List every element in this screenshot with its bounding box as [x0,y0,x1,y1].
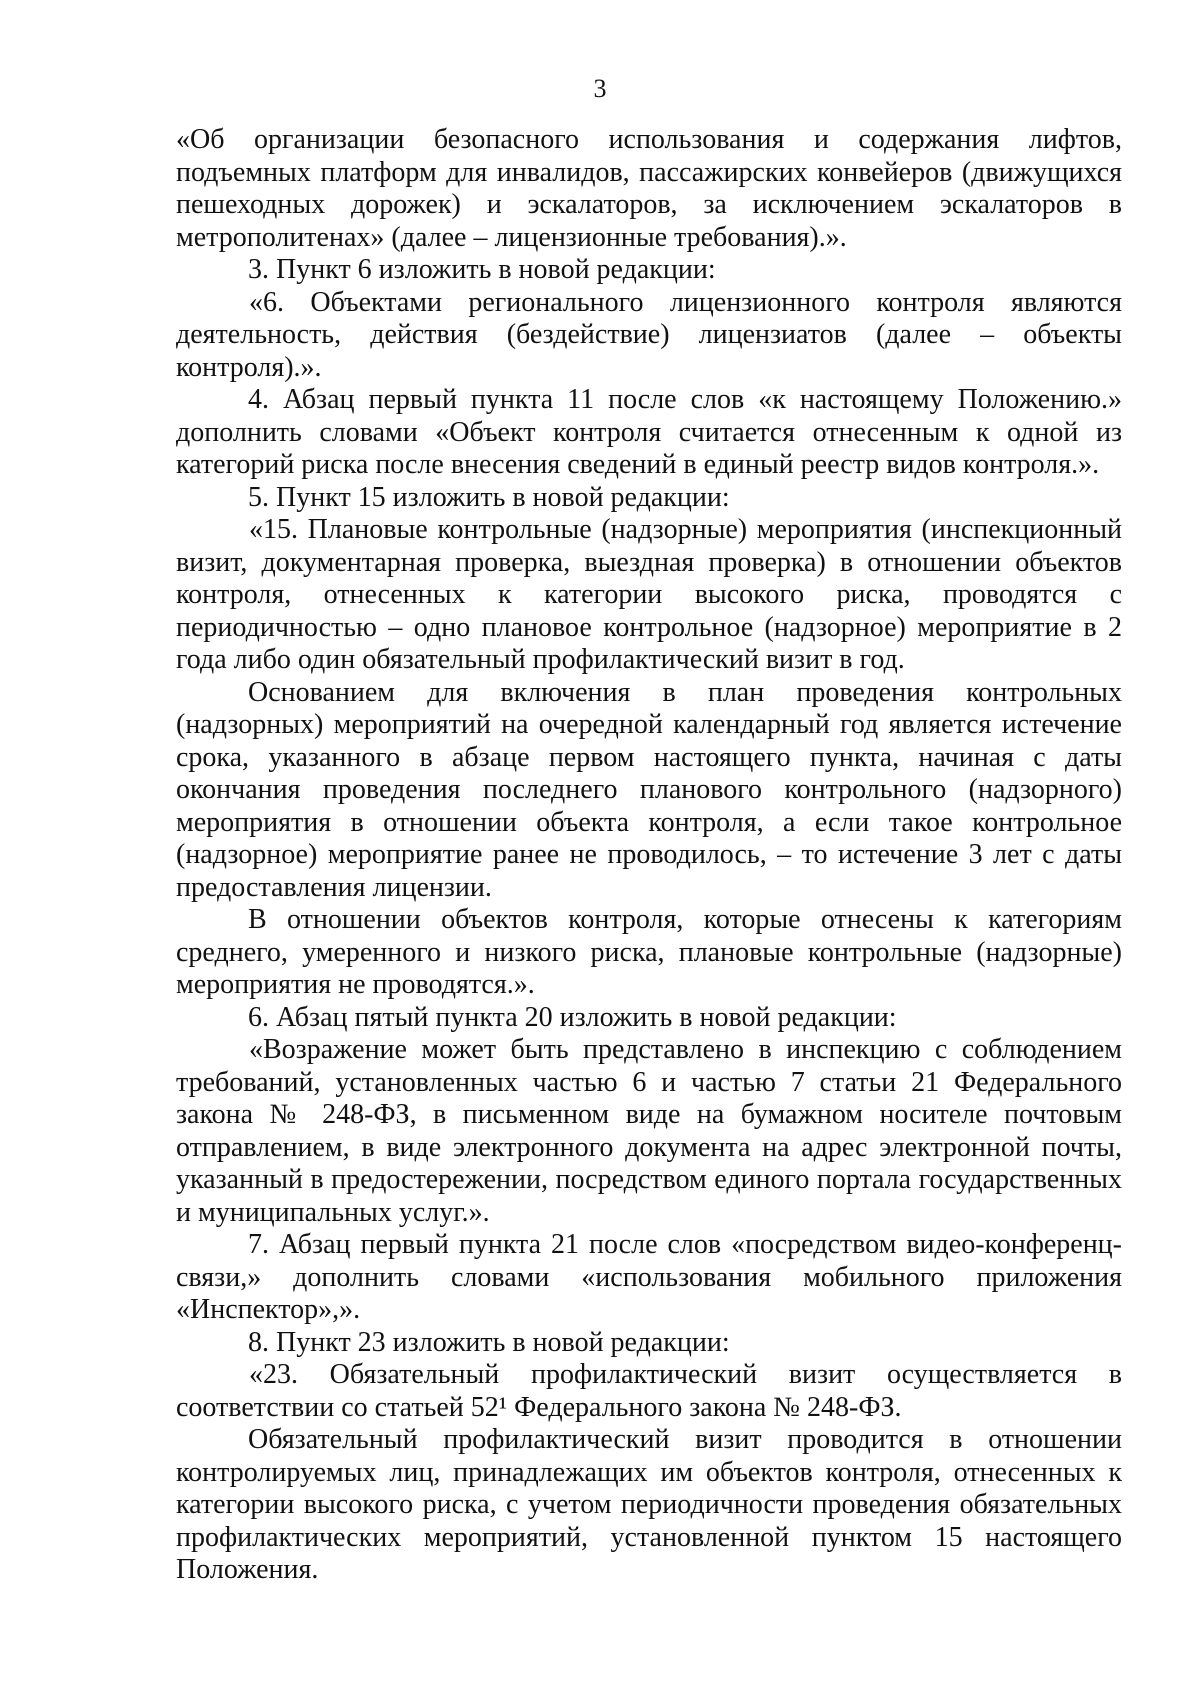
paragraph-objection: «Возражение может быть представлено в инспекцию с соблюдением требований, установленных частью 6 и частью 7 статьи 21 Федерального закона № 248-ФЗ, в письменном виде на бумажном носителе почтовым отправлением, в виде электронного документа на адрес электронной почты, указанный в предостережении, посредством единого портала государственных и муниципальных услуг.». [176,1034,1122,1228]
paragraph-continuation: «Об организации безопасного использования и содержания лифтов, подъемных платформ для инвалидов, пассажирских конвейеров (движущихся пешеходных дорожек) и эскалаторов, за исключением эскалаторов в метрополитенах» (далее – лицензионные требования).». [176,124,1122,253]
paragraph-quote-23: «23. Обязательный профилактический визит осуществляется в соответствии со статьей 52¹ Федерального закона № 248-ФЗ. [176,1359,1122,1423]
paragraph-quote-6: «6. Объектами регионального лицензионного контроля являются деятельность, действия (бездействие) лицензиатов (далее – объекты контроля).». [176,286,1122,383]
paragraph-risk-categories: В отношении объектов контроля, которые отнесены к категориям среднего, умеренного и низкого риска, плановые контрольные (надзорные) мероприятия не проводятся.». [176,904,1122,1000]
paragraph-item-6: 6. Абзац пятый пункта 20 изложить в новой редакции: [248,1001,897,1033]
paragraph-item-8: 8. Пункт 23 изложить в новой редакции: [248,1326,730,1358]
page-number: 3 [593,74,607,103]
paragraph-item-3: 3. Пункт 6 изложить в новой редакции: [248,254,716,285]
paragraph-item-4: 4. Абзац первый пункта 11 после слов «к настоящему Положению.» дополнить словами «Объект контроля считается отнесенным к одной из категорий риска после внесения сведений в единый реестр видов контроля.». [176,384,1122,480]
paragraph-item-5: 5. Пункт 15 изложить в новой редакции: [248,481,730,513]
paragraph-item-7: 7. Абзац первый пункта 21 после слов «посредством видео-конференц-связи,» дополнить словами «использования мобильного приложения «Инспектор»,». [176,1229,1122,1325]
document-body [176,124,1122,1587]
paragraph-basis: Основанием для включения в план проведения контрольных (надзорных) мероприятий на очередной календарный год является истечение срока, указанного в абзаце первом настоящего пункта, начиная с даты окончания проведения последнего планового контрольного (надзорного) мероприятия в отношении объекта контроля, а если такое контрольное (надзорное) мероприятие ранее не проводилось, – то истечение 3 лет с даты предоставления лицензии. [176,676,1122,903]
paragraph-mandatory-visit: Обязательный профилактический визит проводится в отношении контролируемых лиц, принадлежащих им объектов контроля, отнесенных к категории высокого риска, с учетом периодичности проведения обязательных профилактических мероприятий, установленной пунктом 15 настоящего Положения. [176,1424,1122,1585]
paragraph-quote-15: «15. Плановые контрольные (надзорные) мероприятия (инспекционный визит, документарная проверка, выездная проверка) в отношении объектов контроля, отнесенных к категории высокого риска, проводятся с периодичностью – одно плановое контрольное (надзорное) мероприятие в 2 года либо один обязательный профилактический визит в год. [176,514,1122,675]
